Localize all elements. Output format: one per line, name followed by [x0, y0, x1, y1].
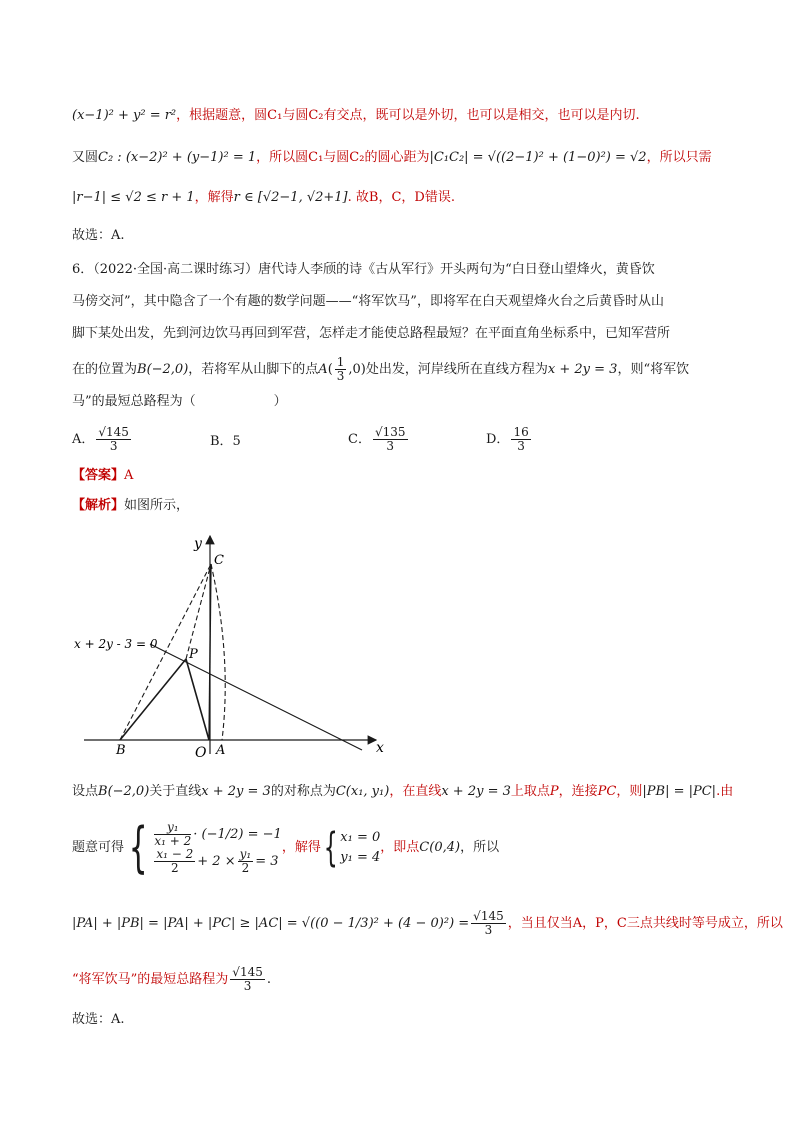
- equation-tail: · (−1/2) = −1: [193, 826, 282, 842]
- option-num: √135: [374, 425, 406, 439]
- dashed-ca: [211, 564, 225, 740]
- line-text: ，若将军从山脚下的点: [188, 362, 319, 377]
- left-brace: {: [128, 815, 148, 879]
- line-text: 处出发，河岸线所在直线方程为: [365, 362, 548, 377]
- river-equation: x + 2y = 3: [547, 362, 618, 377]
- question-line-4: [72, 356, 689, 383]
- line-text: ，当且仅当A，P，C三点共线时等号成立，所以: [507, 916, 783, 931]
- circle-c1-equation: (x−1)² + y² = r²: [72, 108, 177, 123]
- line-text: ，所以: [460, 840, 500, 855]
- frac-den: 3: [484, 923, 493, 937]
- point-c: C(x₁, y₁): [335, 784, 390, 799]
- frac-den: 2: [171, 860, 179, 875]
- y-label: y: [194, 536, 202, 552]
- point-a-coords: ( $\frac{1}{3}$ ,0): [327, 355, 366, 383]
- option-label: D．: [486, 432, 510, 447]
- analysis-line: [72, 496, 189, 516]
- geometry-figure: [72, 528, 402, 760]
- line-text: 在的位置为: [72, 362, 138, 377]
- river-line: [150, 644, 362, 750]
- r-range: r ∈ [√2−1, √2+1]: [233, 190, 348, 205]
- option-den: 3: [386, 439, 395, 453]
- y1-value: y₁ = 4: [340, 849, 381, 865]
- frac-num: x₁ − 2: [156, 846, 194, 861]
- solution-system: [340, 828, 380, 868]
- solution-step-3: [72, 910, 783, 937]
- x-label: x: [376, 740, 384, 756]
- line-text: ，根据题意，圆C₁与圆C₂有交点，既可以是外切，也可以是相交，也可以是内切.: [176, 108, 640, 123]
- b-label: B: [116, 743, 126, 758]
- line-text: 又圆: [72, 150, 99, 165]
- o-label: O: [195, 745, 207, 760]
- p-label: P: [189, 647, 198, 662]
- river-equation: x + 2y = 3: [201, 784, 271, 799]
- equation-system: [152, 821, 281, 875]
- option-c: [348, 426, 410, 453]
- answer-line-prev: 故选：A.: [72, 228, 125, 243]
- question-line-2: 马傍交河”，其中隐含了一个有趣的数学问题——“将军饮马”，即将军在白天观望烽火台之后黄昏时从山: [72, 294, 664, 309]
- solution-step-1: [72, 782, 733, 802]
- analysis-tag: 【解析】: [72, 498, 125, 513]
- line-text: ，即点: [380, 840, 420, 855]
- option-b: [210, 430, 241, 449]
- option-a: [72, 426, 133, 453]
- frac-num: y₁: [239, 846, 252, 861]
- center-distance: |C₁C₂| = √((2−1)² + (1−0)²) = √2: [429, 150, 647, 165]
- option-d: [486, 426, 533, 453]
- a-label: A: [216, 743, 226, 758]
- line-text: ，在直线: [389, 784, 442, 799]
- solution-step-4: [72, 966, 271, 993]
- circle-c2-equation: C₂ : (x−2)² + (y−1)² = 1: [98, 150, 257, 165]
- point-c: C(0,4): [419, 840, 461, 855]
- answer-line: [72, 466, 133, 486]
- frac-num: y₁: [154, 821, 191, 835]
- point-a-label: A: [318, 362, 328, 377]
- question-line-1: 6．（2022·全国·高二课时练习）唐代诗人李颀的诗《古从军行》开头两句为“白日登山望烽火，黄昏饮: [72, 262, 655, 277]
- frac-num: √145: [473, 909, 504, 923]
- option-den: 3: [517, 439, 525, 453]
- final-answer: 故选：A.: [72, 1012, 125, 1027]
- x1-value: x₁ = 0: [340, 829, 381, 845]
- dashed-pc: [186, 564, 211, 659]
- option-label: B．5: [210, 434, 241, 449]
- line-text: 设点: [72, 784, 99, 799]
- inequality: |r−1| ≤ √2 ≤ r + 1: [72, 190, 195, 205]
- line-text: ，所以圆C₁与圆C₂的圆心距为: [256, 150, 430, 165]
- option-num: √145: [98, 425, 129, 439]
- frac-den: 3: [243, 979, 252, 993]
- line-text: 关于直线: [149, 784, 202, 799]
- solution-line-3: [72, 188, 455, 208]
- question-line-5: 马”的最短总路程为（ ）: [72, 394, 287, 409]
- distance-expression: |PA| + |PB| = |PA| + |PC| ≥ |AC| = √((0 − 1/3)² + (4 − 0)²) =: [72, 916, 470, 931]
- option-num: 16: [513, 425, 529, 439]
- question-line-3: 脚下某处出发，先到河边饮马再回到军营，怎样走才能使总路程最短？在平面直角坐标系中，已知军营所: [72, 326, 671, 341]
- option-label: A．: [72, 432, 95, 447]
- option-label: C．: [348, 432, 371, 447]
- line-text: ，解得: [281, 840, 321, 855]
- frac-num: √145: [232, 965, 263, 979]
- point-b: B(−2,0): [98, 784, 150, 799]
- point-p: P: [549, 784, 559, 799]
- option-den: 3: [109, 439, 118, 453]
- c-label: C: [214, 553, 224, 568]
- solution-step-2: [72, 815, 500, 879]
- line-text: “将军饮马”的最短总路程为: [72, 972, 229, 987]
- line-text: . 故B，C，D错误.: [347, 190, 455, 205]
- answer-tag: 【答案】: [72, 468, 125, 483]
- line-text: ，则: [616, 784, 643, 799]
- frac-den: x₁ + 2: [154, 833, 192, 848]
- river-equation: x + 2y = 3: [441, 784, 511, 799]
- line-text: .: [266, 972, 271, 987]
- frac-den: 2: [241, 860, 250, 875]
- analysis-text: 如图所示，: [124, 498, 190, 513]
- equal-distance: |PB| = |PC|: [642, 784, 717, 799]
- line-text: ，连接: [558, 784, 598, 799]
- solution-line-1: [72, 106, 640, 126]
- equation-mid: + 2 ×: [197, 853, 236, 869]
- line-text: 的对称点为: [270, 784, 336, 799]
- left-brace: {: [323, 824, 338, 871]
- line-text: ，则“将军饮: [617, 362, 690, 377]
- line-text: 上取点: [510, 784, 550, 799]
- line-label: x + 2y - 3 = 0: [74, 637, 158, 651]
- equation-tail: = 3: [255, 853, 279, 869]
- line-text: .由: [716, 784, 734, 799]
- solution-line-2: [72, 148, 712, 168]
- line-text: 题意可得: [72, 840, 125, 855]
- segment-ac: [209, 564, 211, 740]
- point-b: B(−2,0): [137, 362, 189, 377]
- line-text: ，解得: [194, 190, 234, 205]
- segment-bp: [120, 659, 186, 740]
- answer-value: A: [124, 468, 134, 483]
- line-text: ，所以只需: [646, 150, 712, 165]
- segment-pc: PC: [597, 784, 617, 799]
